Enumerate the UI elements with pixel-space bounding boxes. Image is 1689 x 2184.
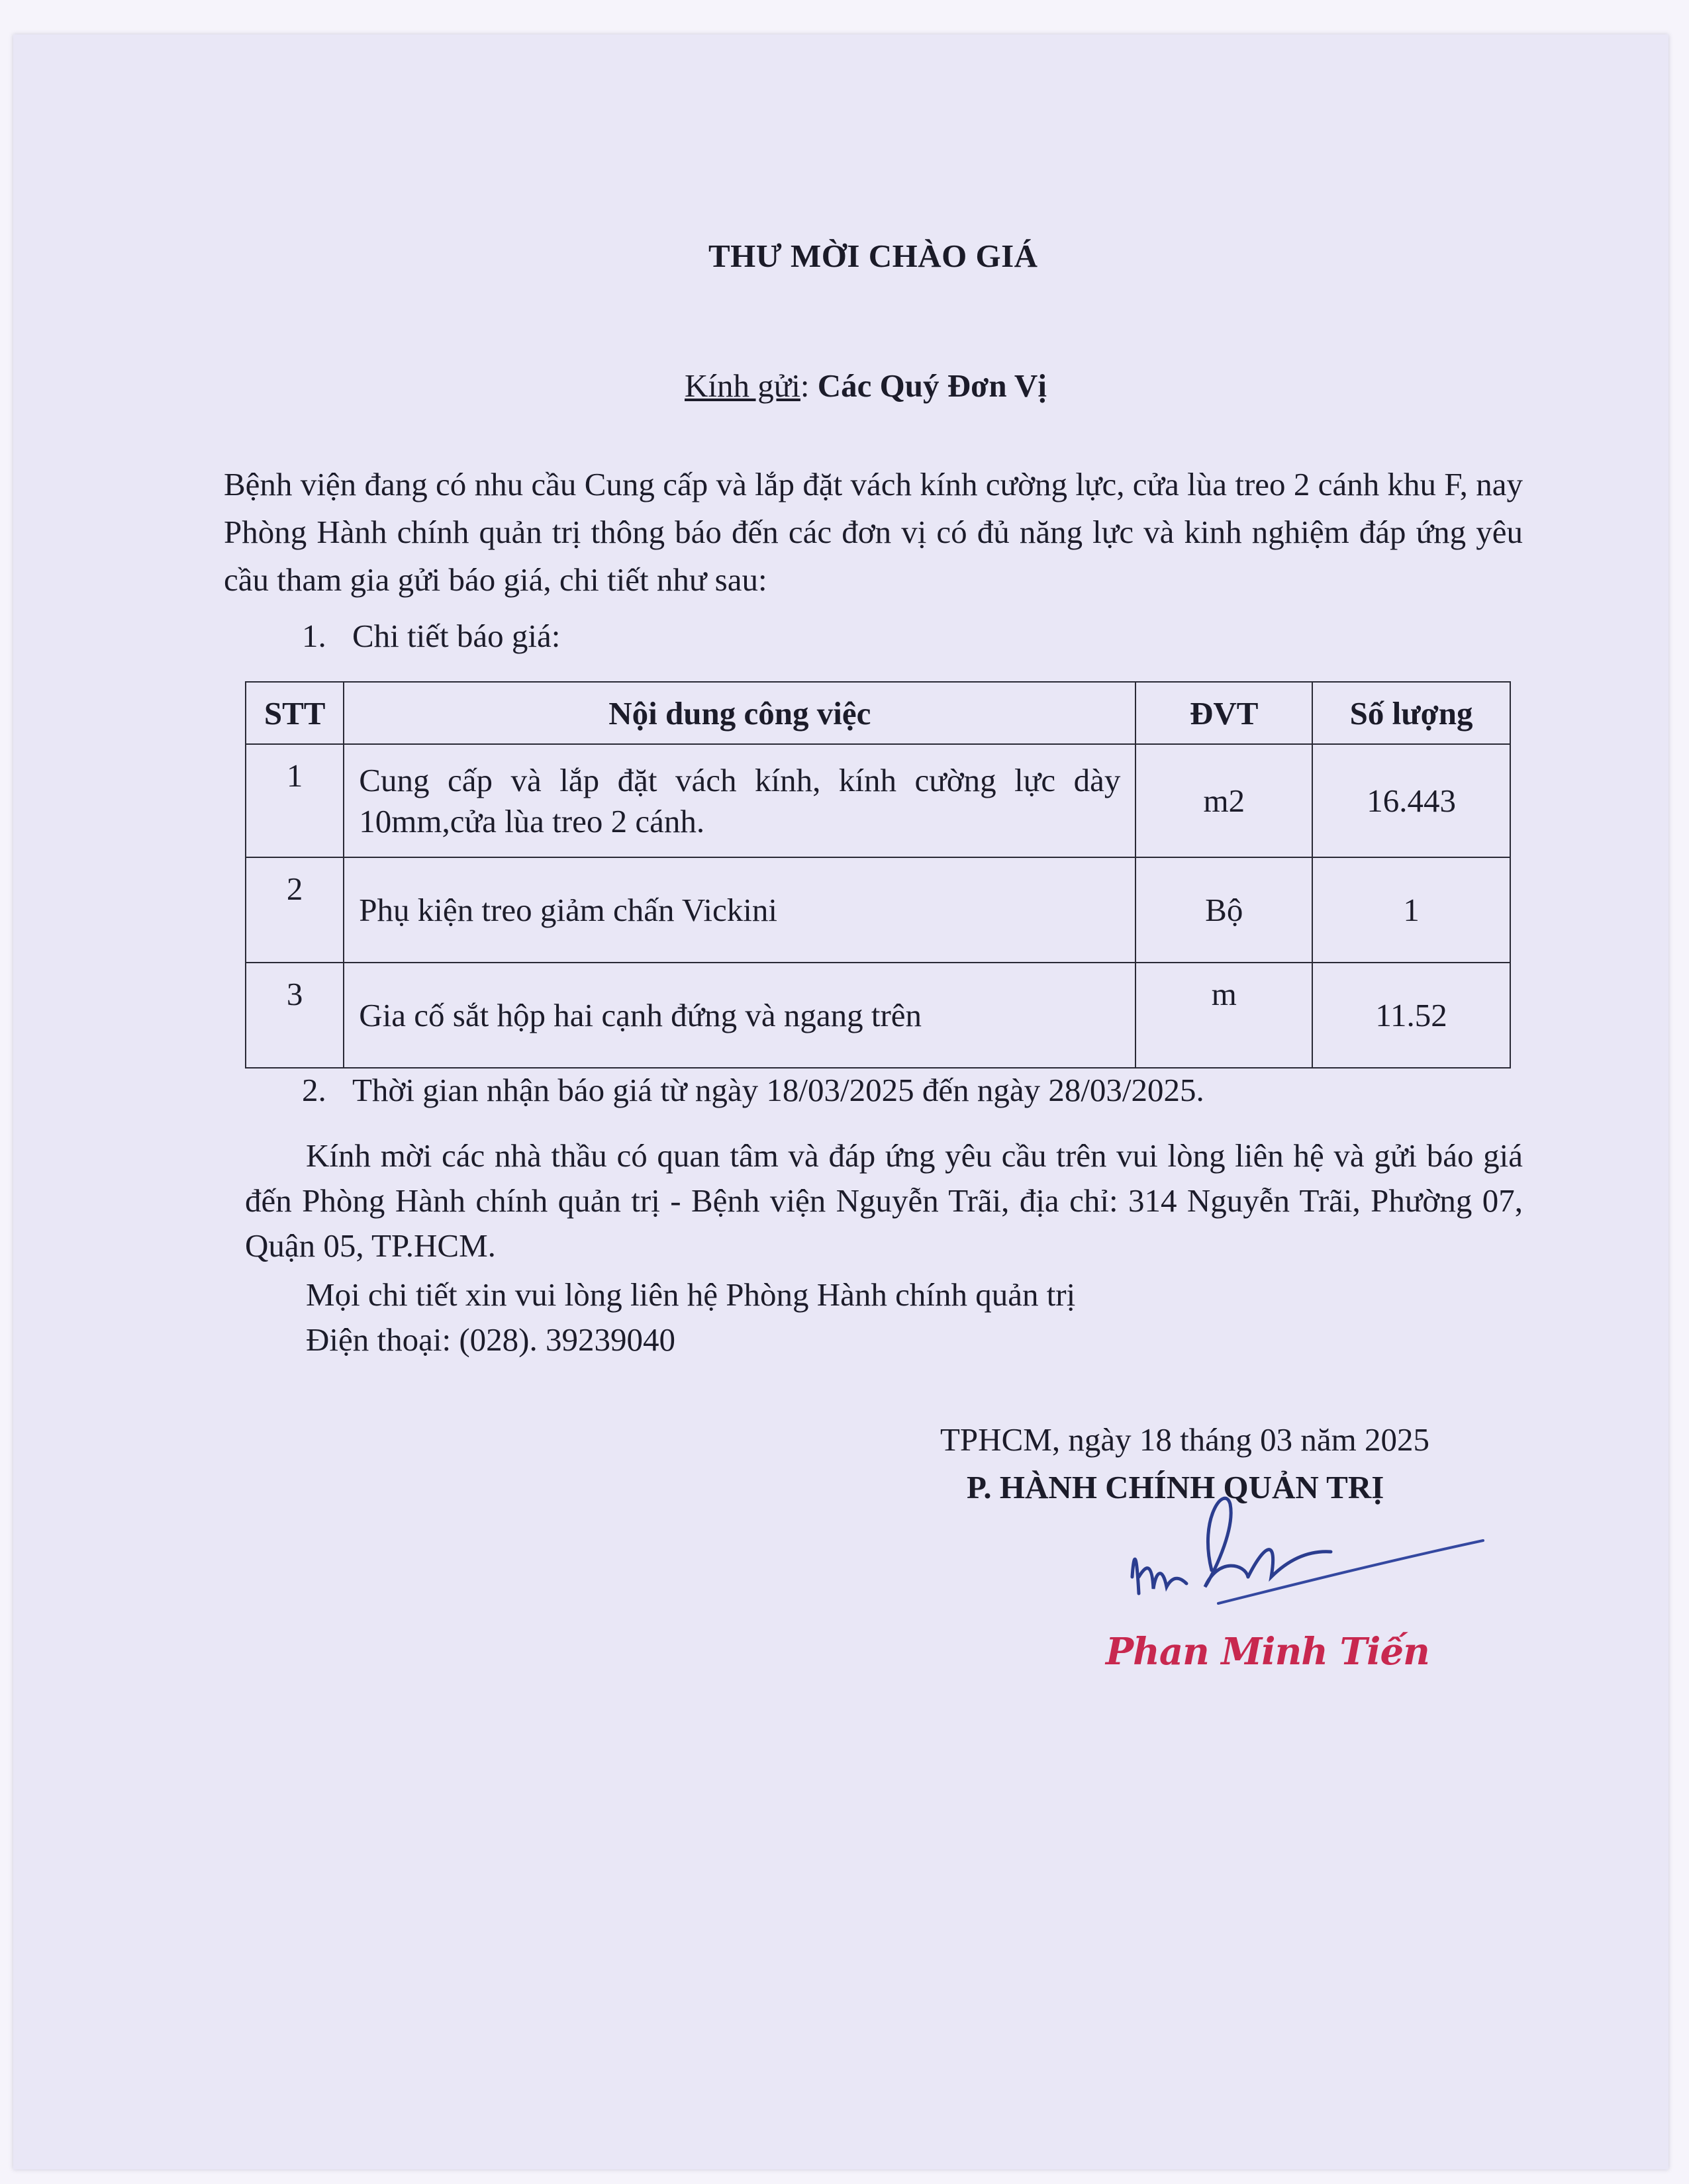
phone-line: Điện thoại: (028). 39239040 [306, 1321, 675, 1358]
quote-table [245, 681, 1511, 1068]
intro-paragraph: Bệnh viện đang có nhu cầu Cung cấp và lắp đặt vách kính cường lực, cửa lùa treo 2 cánh khu F, nay Phòng Hành chính quản trị thông báo đến các đơn vị có đủ năng lực và kinh nghiệm đáp ứng yêu cầu tham gia gửi báo giá, chi tiết như sau: [224, 466, 1523, 598]
invitation-paragraph [245, 1133, 1523, 1268]
header-content: Nội dung công việc [344, 682, 1135, 744]
contact-block [306, 1272, 1075, 1362]
table-row [246, 963, 1510, 1068]
header-unit: ĐVT [1135, 682, 1312, 744]
section-2-text: Thời gian nhận báo giá từ ngày 18/03/2025 đến ngày 28/03/2025. [352, 1072, 1204, 1108]
row-unit: m [1135, 963, 1312, 1068]
header-qty: Số lượng [1312, 682, 1510, 744]
document-title: THƯ MỜI CHÀO GIÁ [708, 238, 1038, 274]
row-stt: 3 [246, 963, 344, 1068]
table-header-row [246, 682, 1510, 744]
handwritten-signature [1112, 1478, 1496, 1637]
place-date: TPHCM, ngày 18 tháng 03 năm 2025 [940, 1421, 1430, 1458]
section-2-line [302, 1071, 1204, 1109]
row-qty: 1 [1312, 857, 1510, 963]
row-stt: 2 [246, 857, 344, 963]
row-stt: 1 [246, 744, 344, 857]
invitation-text: Kính mời các nhà thầu có quan tâm và đáp ứng yêu cầu trên vui lòng liên hệ và gửi báo giá đến Phòng Hành chính quản trị - Bệnh viện Nguyễn Trãi, địa chỉ: 314 Nguyễn Trãi, Phường 07, Quận 05, TP.HCM. [245, 1137, 1523, 1264]
header-stt: STT [246, 682, 344, 744]
recipient-line [685, 367, 1047, 404]
section-1-heading [302, 617, 560, 655]
row-unit: m2 [1135, 744, 1312, 857]
section-1-text: Chi tiết báo giá: [352, 618, 561, 654]
row-qty: 11.52 [1312, 963, 1510, 1068]
section-2-number: 2. [302, 1072, 326, 1108]
contact-line: Mọi chi tiết xin vui lòng liên hệ Phòng Hành chính quản trị [306, 1276, 1076, 1313]
table-row [246, 857, 1510, 963]
row-content: Phụ kiện treo giảm chấn Vickini [344, 857, 1135, 963]
recipient-label: Kính gửi [685, 367, 800, 404]
document-page [13, 34, 1668, 2169]
section-1-number: 1. [302, 618, 326, 654]
recipient-value: Các Quý Đơn Vị [817, 367, 1047, 404]
recipient-colon: : [800, 367, 810, 404]
table-row [246, 744, 1510, 857]
row-unit: Bộ [1135, 857, 1312, 963]
row-content: Cung cấp và lắp đặt vách kính, kính cường lực dày 10mm,cửa lùa treo 2 cánh. [344, 744, 1135, 857]
signer-name: Phan Minh Tiến [1106, 1630, 1429, 1674]
row-content: Gia cố sắt hộp hai cạnh đứng và ngang trên [344, 963, 1135, 1068]
department-name: P. HÀNH CHÍNH QUẢN TRỊ [967, 1469, 1384, 1505]
row-qty: 16.443 [1312, 744, 1510, 857]
